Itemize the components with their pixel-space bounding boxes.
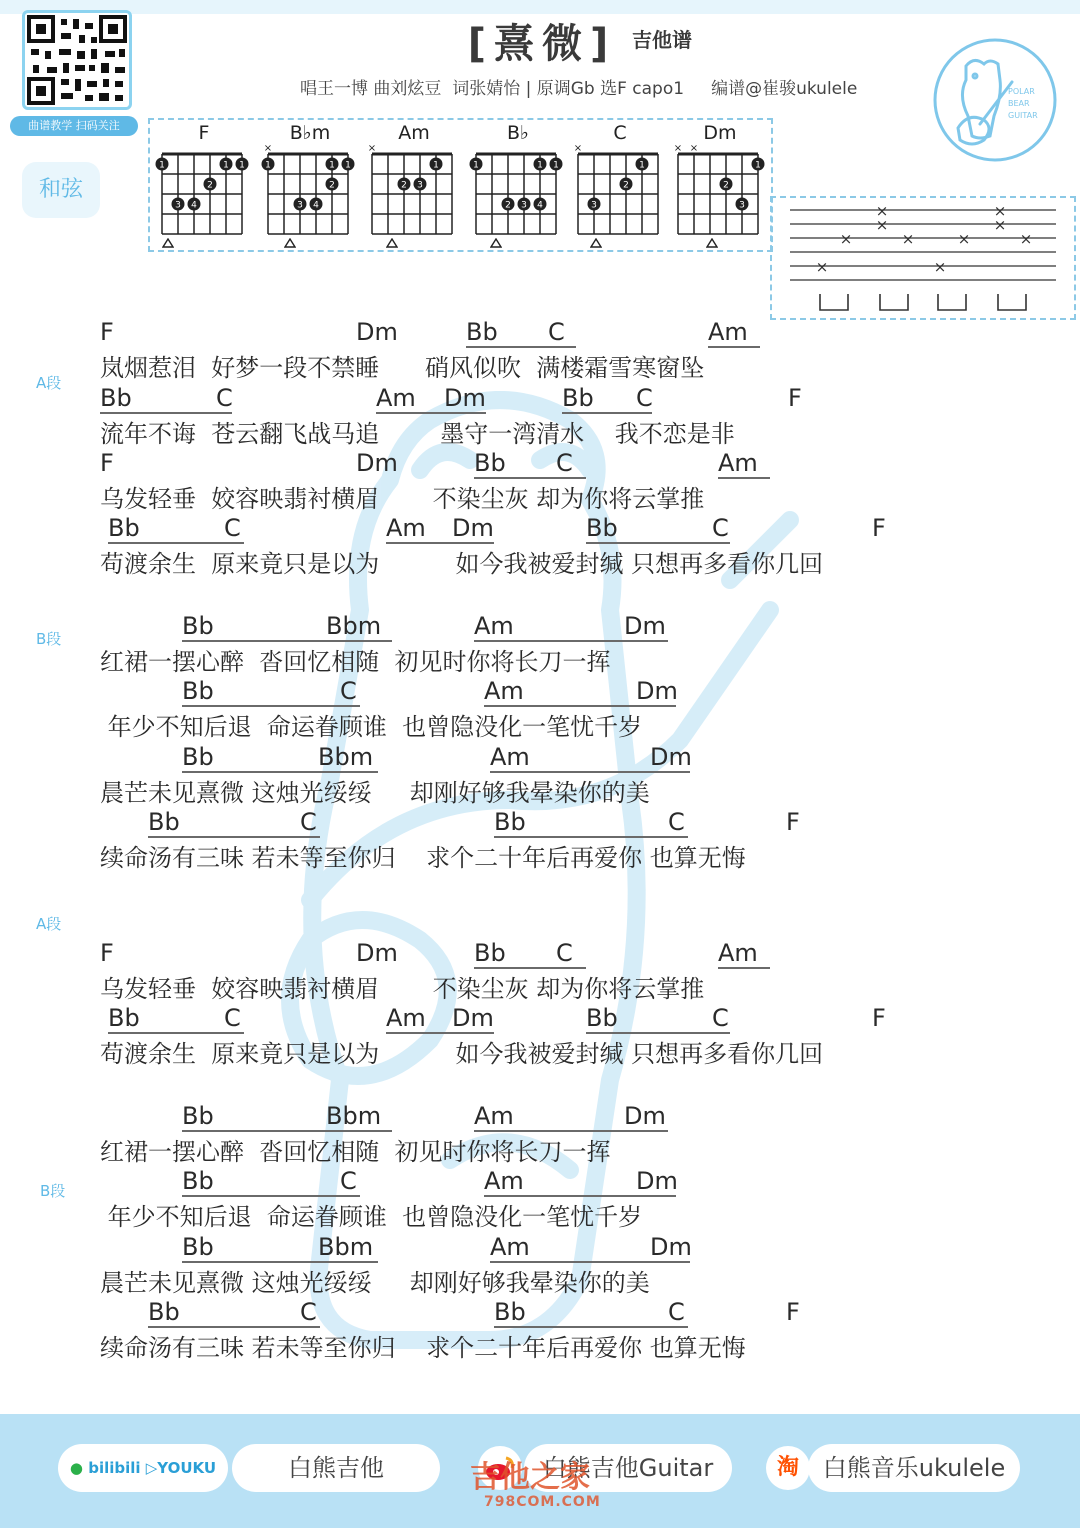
- chord-symbol: C: [300, 1298, 317, 1326]
- svg-text:2: 2: [505, 200, 511, 211]
- svg-text:2: 2: [401, 180, 407, 191]
- wechat-icon: ●: [69, 1459, 83, 1477]
- lyric-line: 续命汤有三味 若未等至你归 求个二十年后再爱你 也算无悔: [100, 844, 746, 872]
- qr-caption: 曲谱教学 扫码关注: [10, 116, 138, 136]
- svg-text:1: 1: [265, 160, 271, 171]
- svg-text:1: 1: [639, 160, 645, 171]
- svg-text:3: 3: [417, 180, 423, 191]
- svg-text:3: 3: [175, 200, 181, 211]
- svg-text:1: 1: [159, 160, 165, 171]
- root-note-marker-icon: [162, 238, 174, 248]
- svg-text:GUITAR: GUITAR: [1008, 111, 1038, 120]
- svg-text:×: ×: [367, 143, 377, 154]
- svg-text:1: 1: [755, 160, 761, 171]
- svg-text:1: 1: [329, 160, 335, 171]
- svg-text:1: 1: [239, 160, 245, 171]
- chord-symbol: Bbm: [326, 612, 382, 640]
- chord-duration-line: [708, 346, 760, 348]
- chord-symbol: Bb: [182, 612, 214, 640]
- svg-text:3: 3: [521, 200, 527, 211]
- root-note-marker-icon: [590, 238, 602, 248]
- lyric-line: 红裙一摆心醉 沓回忆相随 初见时你将长刀一挥: [100, 1138, 611, 1166]
- chord-symbol: Bb: [182, 677, 214, 705]
- chord-symbol: Am: [718, 939, 758, 967]
- chord-diagram-6: [668, 142, 768, 242]
- chord-symbol: Dm: [452, 514, 494, 542]
- chord-symbol: C: [668, 808, 685, 836]
- strumming-pattern-diagram: [772, 198, 1074, 318]
- chord-symbol: C: [340, 1167, 357, 1195]
- chord-symbol: Am: [376, 384, 416, 412]
- lyric-line: 年少不知后退 命运眷顾谁 也曾隐没化一笔忧千岁: [100, 713, 643, 741]
- svg-text:1: 1: [553, 160, 559, 171]
- chord-duration-line: [718, 967, 770, 969]
- chord-symbol: Bb: [100, 384, 132, 412]
- chord-name-2: B♭m: [289, 122, 331, 144]
- taobao-icon: 淘: [766, 1446, 810, 1490]
- lyric-line: 岚烟惹泪 好梦一段不禁睡 硝风似吹 满楼霜雪寒窗坠: [100, 354, 705, 382]
- chord-name-6: Dm: [703, 122, 737, 144]
- chord-symbol: Bb: [474, 449, 506, 477]
- top-band: [0, 0, 1080, 14]
- chord-symbol: C: [668, 1298, 685, 1326]
- song-credits: 唱王一博 曲刘炫豆 词张婧怡 | 原调Gb 选F capo1 编谱@崔骏ukulele: [300, 79, 858, 99]
- chord-symbol: Dm: [356, 449, 398, 477]
- qr-code[interactable]: [22, 10, 132, 110]
- svg-text:1: 1: [537, 160, 543, 171]
- svg-text:×: ×: [875, 216, 889, 234]
- chord-symbol: Dm: [650, 1233, 692, 1261]
- chord-symbol: Dm: [452, 1004, 494, 1032]
- chord-symbol: C: [340, 677, 357, 705]
- chord-name-4: B♭: [507, 122, 529, 144]
- chord-symbol: Bbm: [326, 1102, 382, 1130]
- chord-symbol: F: [788, 384, 802, 412]
- chord-diagram-1: [152, 142, 252, 242]
- chord-symbol: C: [712, 514, 729, 542]
- section-label-a-1: A段: [36, 374, 62, 392]
- footer-account-baixiong-ukulele[interactable]: 白熊音乐ukulele: [808, 1444, 1020, 1492]
- chord-symbol: Dm: [650, 743, 692, 771]
- chord-symbol: Dm: [636, 1167, 678, 1195]
- lyric-line: 续命汤有三味 若未等至你归 求个二十年后再爱你 也算无悔: [100, 1334, 746, 1362]
- lyric-line: 苟渡余生 原来竟只是以为 如今我被爱封缄 只想再多看你几回: [100, 550, 824, 578]
- lyric-line: 流年不诲 苍云翻飞战马追 墨守一湾清水 我不恋是非: [100, 420, 735, 448]
- svg-text:2: 2: [723, 180, 729, 191]
- svg-text:3: 3: [591, 200, 597, 211]
- svg-text:×: ×: [933, 258, 947, 276]
- chord-symbol: Bb: [494, 808, 526, 836]
- lyric-line: 红裙一摆心醉 沓回忆相随 初见时你将长刀一挥: [100, 648, 611, 676]
- chord-symbol: Am: [484, 1167, 524, 1195]
- chord-symbol: Bbm: [318, 1233, 374, 1261]
- chord-symbol: Bb: [182, 743, 214, 771]
- chord-symbol: C: [300, 808, 317, 836]
- chord-symbol: C: [712, 1004, 729, 1032]
- site-watermark-url: 798COM.COM: [484, 1494, 601, 1510]
- svg-text:POLAR: POLAR: [1008, 87, 1035, 96]
- chord-symbol: Am: [386, 514, 426, 542]
- chord-symbol: Bb: [148, 1298, 180, 1326]
- svg-text:3: 3: [297, 200, 303, 211]
- svg-text:4: 4: [191, 200, 197, 211]
- svg-text:×: ×: [573, 143, 583, 154]
- chord-symbol: Am: [484, 677, 524, 705]
- chord-symbol: F: [872, 514, 886, 542]
- lyric-line: 乌发轻垂 姣容映翡衬横眉 不染尘灰 却为你将云掌推: [100, 975, 705, 1003]
- svg-text:×: ×: [901, 230, 915, 248]
- footer-account-baixiong-guitar[interactable]: 白熊吉他: [232, 1444, 440, 1492]
- svg-text:×: ×: [263, 143, 273, 154]
- site-watermark: 吉他之家: [470, 1460, 590, 1495]
- chord-symbol: C: [636, 384, 653, 412]
- chord-diagram-2: [258, 142, 358, 242]
- polar-bear-guitar-logo: [928, 36, 1062, 164]
- svg-text:×: ×: [957, 230, 971, 248]
- svg-text:1: 1: [345, 160, 351, 171]
- svg-text:4: 4: [537, 200, 543, 211]
- chord-symbol: Dm: [624, 612, 666, 640]
- chord-symbol: Am: [474, 1102, 514, 1130]
- svg-text:1: 1: [223, 160, 229, 171]
- chord-symbol: Bb: [562, 384, 594, 412]
- chord-symbol: Am: [718, 449, 758, 477]
- lyric-line: 苟渡余生 原来竟只是以为 如今我被爱封缄 只想再多看你几回: [100, 1040, 824, 1068]
- svg-text:×: ×: [993, 202, 1007, 220]
- chord-diagram-4: [466, 142, 566, 242]
- chord-symbol: Dm: [624, 1102, 666, 1130]
- chord-symbol: Am: [490, 1233, 530, 1261]
- section-label-a-2: A段: [36, 915, 62, 933]
- lyric-line: 晨芒未见熹微 这烛光绥绥 却刚好够我晕染你的美: [100, 1269, 650, 1297]
- platform-pill[interactable]: [58, 1444, 228, 1492]
- chord-symbol: Bb: [586, 1004, 618, 1032]
- chord-symbol: Bb: [182, 1233, 214, 1261]
- chord-symbol: Am: [474, 612, 514, 640]
- chord-name-1: F: [198, 122, 210, 144]
- chord-duration-line: [718, 477, 770, 479]
- chord-symbol: Bb: [182, 1167, 214, 1195]
- chord-symbol: F: [872, 1004, 886, 1032]
- chord-symbol: C: [216, 384, 233, 412]
- platform-names: bilibili ▷YOUKU: [88, 1459, 217, 1477]
- section-label-b-1: B段: [36, 630, 62, 648]
- chord-symbol: Dm: [636, 677, 678, 705]
- svg-text:BEAR: BEAR: [1008, 99, 1030, 108]
- chord-diagram-5: [568, 142, 668, 242]
- chord-symbol: Dm: [444, 384, 486, 412]
- chord-name-5: C: [613, 122, 627, 144]
- chord-symbol: C: [556, 449, 573, 477]
- sheet-type-label: 吉他谱: [632, 28, 692, 52]
- section-label-b-2: B段: [40, 1182, 66, 1200]
- chord-symbol: Bb: [182, 1102, 214, 1130]
- chord-symbol: Dm: [356, 318, 398, 346]
- chords-section-label: 和弦: [22, 162, 100, 218]
- chord-symbol: C: [556, 939, 573, 967]
- chord-symbol: C: [224, 514, 241, 542]
- qr-code-icon: [25, 13, 129, 107]
- chord-symbol: Bbm: [318, 743, 374, 771]
- chord-symbol: Am: [490, 743, 530, 771]
- chord-name-3: Am: [398, 122, 430, 144]
- chord-symbol: F: [100, 318, 114, 346]
- chord-symbol: F: [786, 1298, 800, 1326]
- strumming-pattern-panel: [770, 196, 1076, 320]
- svg-text:3: 3: [739, 200, 745, 211]
- svg-text:×: ×: [815, 258, 829, 276]
- chord-symbol: F: [100, 449, 114, 477]
- svg-text:×: ×: [1019, 230, 1033, 248]
- lyric-line: 乌发轻垂 姣容映翡衬横眉 不染尘灰 却为你将云掌推: [100, 485, 705, 513]
- chord-symbol: Bb: [474, 939, 506, 967]
- chord-symbol: C: [548, 318, 565, 346]
- chord-symbol: F: [100, 939, 114, 967]
- svg-text:×: ×: [689, 143, 699, 154]
- chord-symbol: Dm: [356, 939, 398, 967]
- root-note-marker-icon: [490, 238, 502, 248]
- chord-diagram-3: [362, 142, 462, 242]
- chord-symbol: Bb: [494, 1298, 526, 1326]
- lyric-line: 晨芒未见熹微 这烛光绥绥 却刚好够我晕染你的美: [100, 779, 650, 807]
- root-note-marker-icon: [386, 238, 398, 248]
- root-note-marker-icon: [284, 238, 296, 248]
- svg-text:2: 2: [207, 180, 213, 191]
- footer-account-baixiong-guitar-en[interactable]: 白熊吉他Guitar: [524, 1444, 732, 1492]
- song-title: [熹微]: [467, 21, 617, 67]
- svg-text:×: ×: [993, 216, 1007, 234]
- svg-text:×: ×: [839, 230, 853, 248]
- svg-text:4: 4: [313, 200, 319, 211]
- chord-symbol: Bb: [586, 514, 618, 542]
- chord-symbol: F: [786, 808, 800, 836]
- chord-symbol: Bb: [108, 514, 140, 542]
- svg-text:×: ×: [673, 143, 683, 154]
- svg-text:1: 1: [473, 160, 479, 171]
- svg-text:1: 1: [433, 160, 439, 171]
- svg-text:2: 2: [623, 180, 629, 191]
- chord-symbol: Bb: [466, 318, 498, 346]
- root-note-marker-icon: [706, 238, 718, 248]
- svg-text:×: ×: [875, 202, 889, 220]
- svg-text:2: 2: [329, 180, 335, 191]
- lyric-line: 年少不知后退 命运眷顾谁 也曾隐没化一笔忧千岁: [100, 1203, 643, 1231]
- chord-symbol: C: [224, 1004, 241, 1032]
- chord-symbol: Am: [386, 1004, 426, 1032]
- chord-symbol: Bb: [108, 1004, 140, 1032]
- chord-symbol: Am: [708, 318, 748, 346]
- chord-symbol: Bb: [148, 808, 180, 836]
